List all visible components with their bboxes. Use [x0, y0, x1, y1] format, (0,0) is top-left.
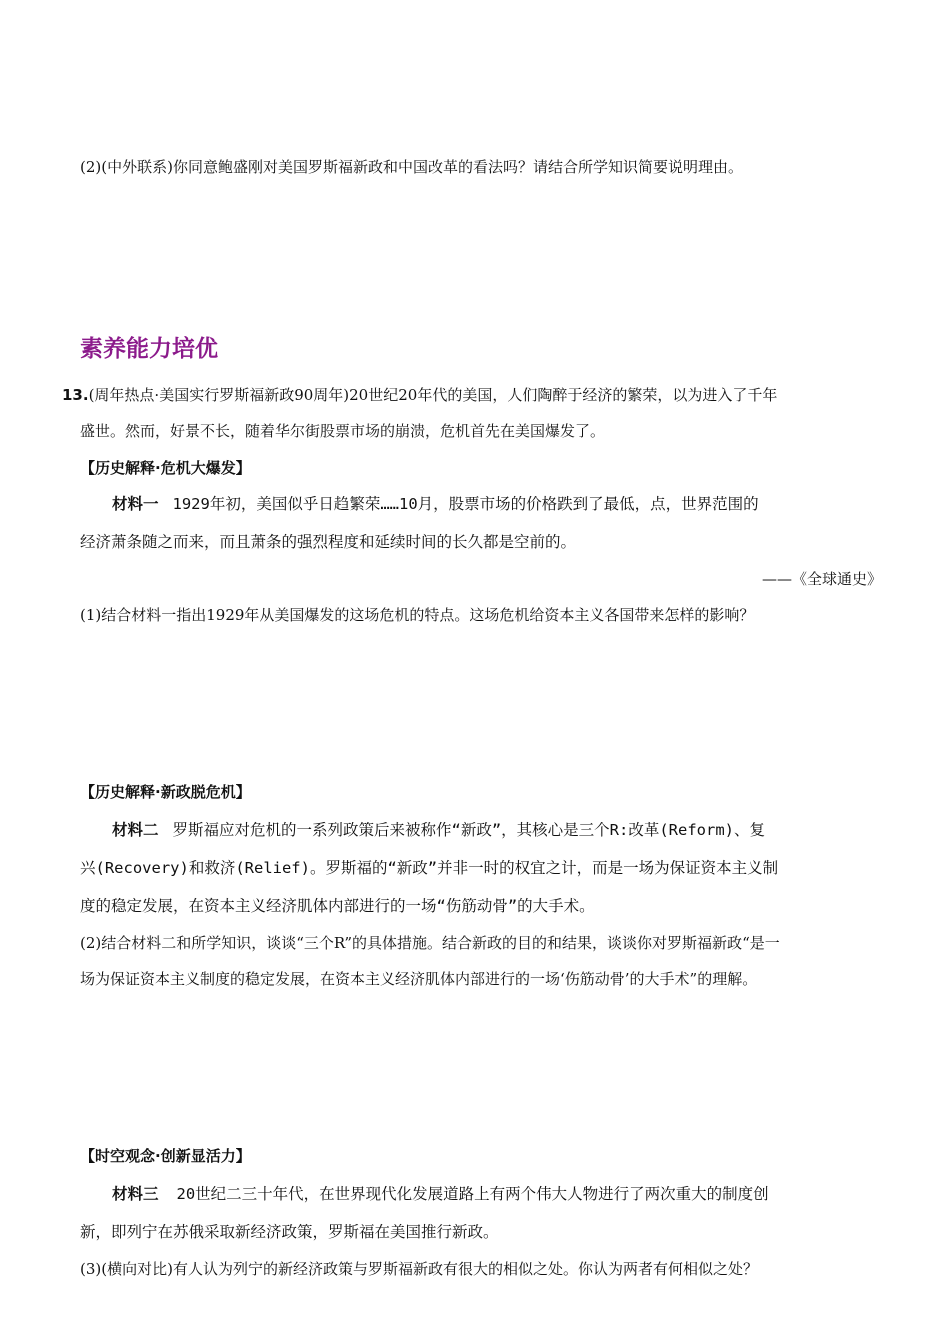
block2-question-line2: 场为保证资本主义制度的稳定发展，在资本主义经济肌体内部进行的一场‘伤筋动骨’的大手术”的理解。: [80, 970, 758, 988]
material-label: 材料三: [112, 1185, 159, 1203]
question-13-intro-line1: [62, 384, 777, 406]
block1-material-line2: 经济萧条随之而来，而且萧条的强烈程度和延续时间的长久都是空前的。: [80, 533, 577, 551]
question-number: 13.: [62, 386, 89, 404]
material-text: 1929年初，美国似乎日趋繁荣……10月，股票市场的价格跌到了最低，点，世界范围的: [172, 495, 759, 513]
question-12-part-2: (2)(中外联系)你同意鲍盛刚对美国罗斯福新政和中国改革的看法吗？请结合所学知识简要说明理由。: [80, 158, 743, 176]
material-label: 材料一: [112, 495, 159, 513]
block1-source: ——《全球通史》: [761, 570, 882, 588]
material-text: 罗斯福应对危机的一系列政策后来被称作“新政”，其核心是三个R:改革(Reform)、复: [172, 821, 765, 839]
material-label: 材料二: [112, 821, 159, 839]
block2-tag: 【历史解释·新政脱危机】: [80, 783, 251, 801]
block3-question: (3)(横向对比)有人认为列宁的新经济政策与罗斯福新政有很大的相似之处。你认为两者有何相似之处？: [80, 1260, 758, 1278]
block2-material-line1: [112, 819, 765, 841]
block1-material-line1: [112, 493, 759, 515]
section-title: 素养能力培优: [80, 336, 218, 362]
block2-question-line1: (2)结合材料二和所学知识，谈谈“三个R”的具体措施。结合新政的目的和结果，谈谈你对罗斯福新政“是一: [80, 934, 780, 952]
material-text: 20世纪二三十年代，在世界现代化发展道路上有两个伟大人物进行了两次重大的制度创: [176, 1185, 769, 1203]
block1-question: (1)结合材料一指出1929年从美国爆发的这场危机的特点。这场危机给资本主义各国带来怎样的影响？: [80, 606, 755, 624]
block2-material-line3: 度的稳定发展，在资本主义经济肌体内部进行的一场“伤筋动骨”的大手术。: [80, 897, 595, 915]
block3-tag: 【时空观念·创新显活力】: [80, 1147, 251, 1165]
block2-material-line2: 兴(Recovery)和救济(Relief)。罗斯福的“新政”并非一时的权宜之计，而是一场为保证资本主义制: [80, 859, 779, 877]
block3-material-line1: [112, 1183, 769, 1205]
block3-material-line2: 新，即列宁在苏俄采取新经济政策，罗斯福在美国推行新政。: [80, 1223, 499, 1241]
question-13-intro-text: (周年热点·美国实行罗斯福新政90周年)20世纪20年代的美国，人们陶醉于经济的繁荣，以为进入了千年: [88, 386, 778, 404]
block1-tag: 【历史解释·危机大爆发】: [80, 459, 251, 477]
question-13-intro-line2: 盛世。然而，好景不长，随着华尔街股票市场的崩溃，危机首先在美国爆发了。: [80, 422, 606, 440]
